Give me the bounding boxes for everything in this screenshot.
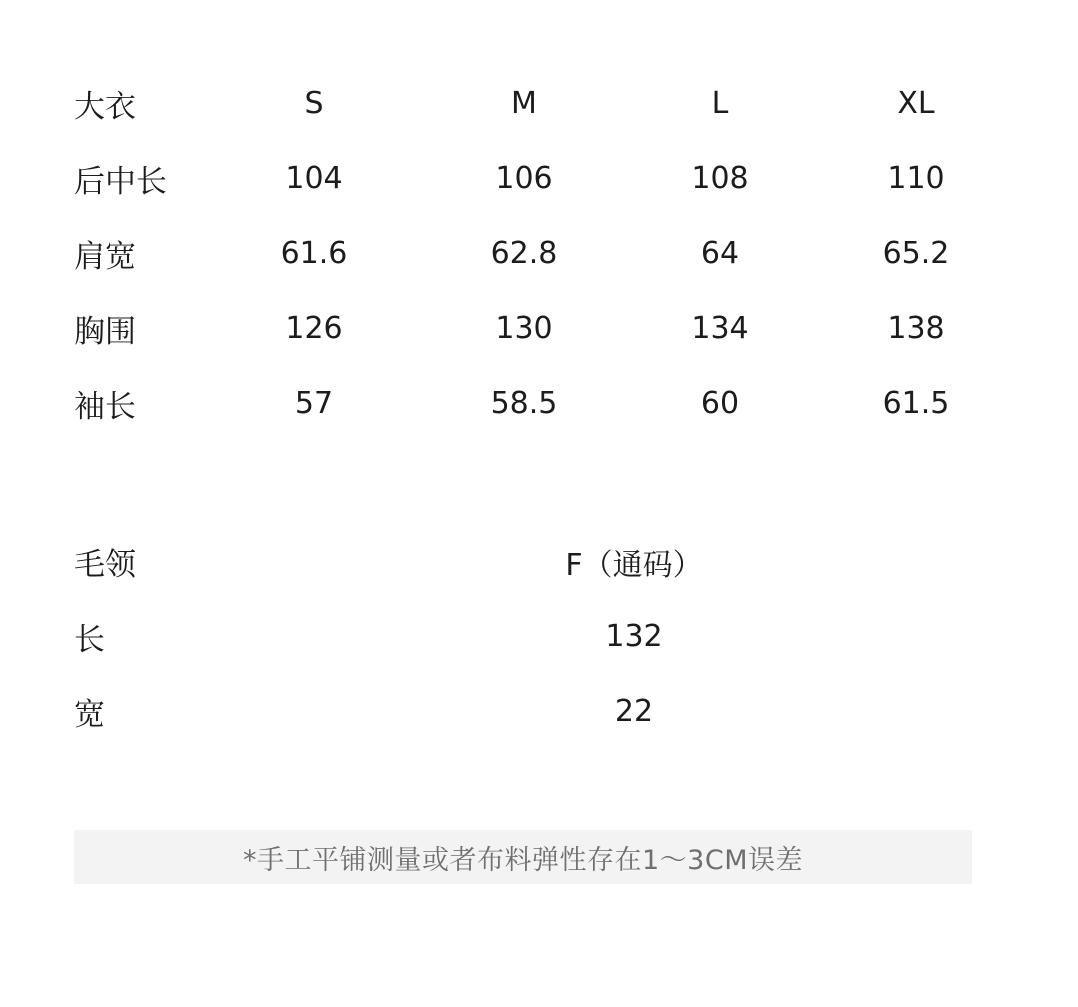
table-cell: 61.6 [280, 236, 348, 271]
collar-row-length [74, 599, 974, 674]
coat-row-chest [74, 291, 974, 366]
measurement-note: *手工平铺测量或者布料弹性存在1～3CM误差 [74, 830, 972, 884]
coat-row-back-length [74, 141, 974, 216]
table-cell: 126 [285, 311, 343, 346]
coat-row-sleeve [74, 366, 974, 441]
coat-header-label: 大衣 [74, 89, 136, 125]
size-m-header: M [511, 86, 537, 121]
coat-header-row [74, 66, 974, 141]
size-xl-header: XL [897, 86, 935, 121]
table-cell: 62.8 [490, 236, 558, 271]
collar-row-width [74, 674, 974, 749]
coat-size-table [74, 66, 974, 441]
row-label: 后中长 [74, 164, 167, 200]
table-cell: 60 [700, 386, 740, 421]
table-cell: 22 [614, 694, 654, 729]
row-label: 宽 [74, 697, 105, 733]
table-cell: 108 [691, 161, 749, 196]
collar-size-header: F（通码） [565, 547, 703, 583]
table-cell: 138 [887, 311, 945, 346]
row-label: 长 [74, 622, 105, 658]
table-cell: 61.5 [882, 386, 950, 421]
coat-row-shoulder [74, 216, 974, 291]
row-label: 袖长 [74, 389, 136, 425]
table-cell: 132 [605, 619, 663, 654]
table-cell: 106 [495, 161, 553, 196]
size-l-header: L [711, 86, 729, 121]
table-cell: 130 [495, 311, 553, 346]
table-cell: 110 [887, 161, 945, 196]
collar-header-row [74, 524, 974, 599]
table-cell: 64 [700, 236, 740, 271]
row-label: 胸围 [74, 314, 136, 350]
table-cell: 57 [294, 386, 334, 421]
table-cell: 104 [285, 161, 343, 196]
collar-size-table [74, 524, 974, 749]
collar-header-label: 毛领 [74, 547, 136, 583]
table-cell: 134 [691, 311, 749, 346]
size-s-header: S [304, 86, 324, 121]
table-cell: 58.5 [490, 386, 558, 421]
table-cell: 65.2 [882, 236, 950, 271]
row-label: 肩宽 [74, 239, 136, 275]
